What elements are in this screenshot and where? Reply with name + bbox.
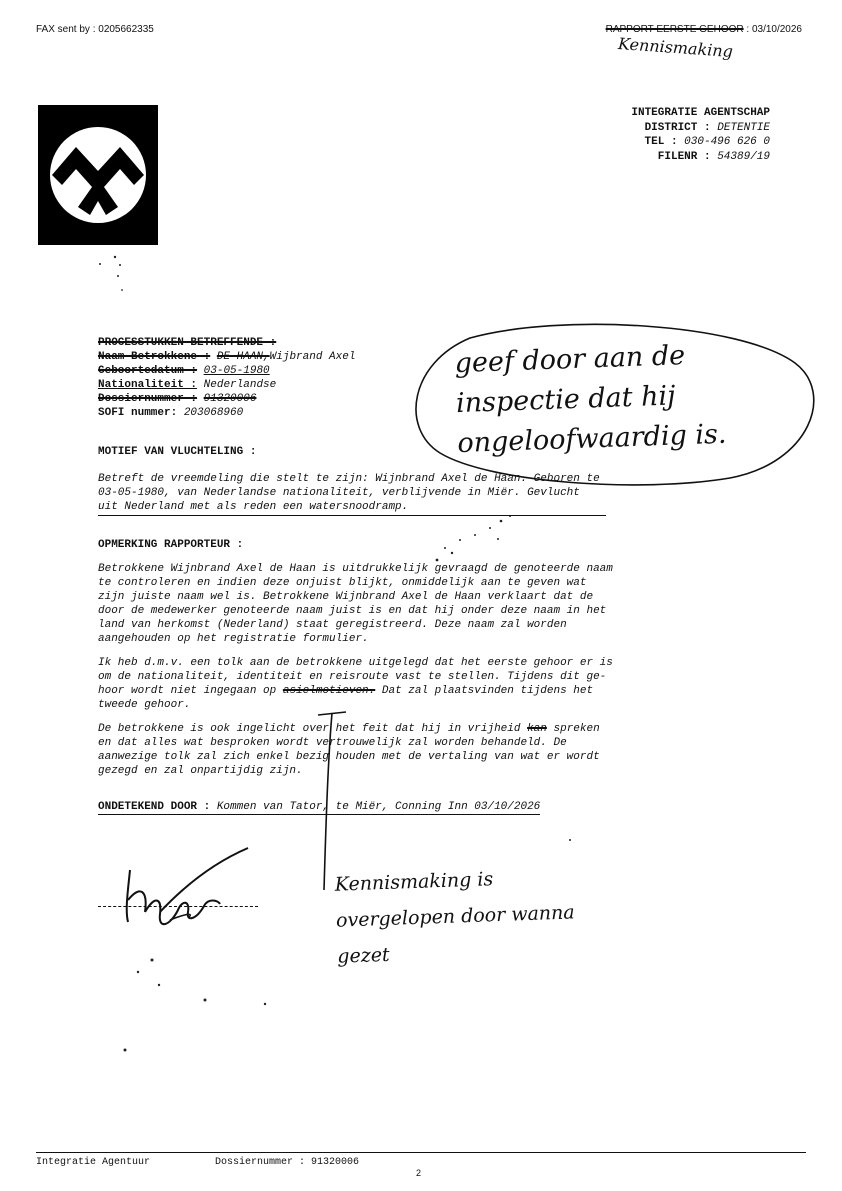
remarks-p1: Betrokkene Wijnbrand Axel de Haan is uitdrukkelijk gevraagd de genoteerde naam te controleren en indien deze onjuist blijkt, onmiddelijk aan te geven wat zijn juiste naam wel is. Betrokkene Wijnbrand Axel de Haan verklaart dat de door de medewerker genoteerde naam juist is en dat hij onder deze naam in het land van herkomst (Nederland) staat geregistreerd. Deze naam zal worden aangehouden op het registratie formulier. — [98, 563, 613, 645]
fax-header: FAX sent by : 0205662335 — [36, 24, 154, 35]
remarks-p3: De betrokkene is ook ingelicht over het feit dat hij in vrijheid kan spreken en dat alles wat besproken wordt vertrouwelijk zal worden behandeld. De aanwezige tolk zal zich enkel bezig houden met de vertaling van wat er wordt gezegd en zal onpartijdig zijn. — [98, 723, 600, 777]
field-sofi: SOFI nummer: 203068960 — [98, 407, 244, 419]
agency-file: FILENR : 54389/19 — [657, 150, 770, 163]
agency-tel: TEL : 030-496 626 0 — [644, 136, 770, 148]
handwritten-circled-note: geef door aan de inspectie dat hij ongeloofwaardig is. — [454, 340, 727, 460]
signed-by: ONDETEKEND DOOR : Kommen van Tator, te Miër, Conning Inn 03/10/2026 — [98, 801, 541, 813]
page-number: 2 — [416, 1168, 422, 1178]
remarks-p2: Ik heb d.m.v. een tolk aan de betrokkene uitgelegd dat het eerste gehoor er is om de nationaliteit, identiteit en reisroute vast te stellen. Tijdens dit ge-hoor wordt niet ingegaan op asielmotieven. Dat zal plaatsvinden tijdens het tweede gehoor. — [98, 657, 613, 711]
field-dob: Geboortedatum : 03-05-1980 — [98, 365, 270, 377]
motive-paragraph — [98, 472, 613, 516]
field-name: Naam Betrokkene : DE HAAN,Wijbrand Axel — [98, 351, 356, 363]
agency-district: DISTRICT : DETENTIE — [644, 121, 770, 134]
field-dossier: Dossiernummer : 91320006 — [98, 393, 257, 405]
footer-org: Integratie Agentuur — [36, 1157, 151, 1168]
report-title-struck: RAPPORT EERSTE GEHOOR — [605, 24, 744, 35]
signature-line — [98, 906, 258, 907]
remarks-heading: OPMERKING RAPPORTEUR : — [98, 539, 244, 551]
field-nationality: Nationaliteit : Nederlandse — [98, 379, 277, 391]
handwritten-report-correction: Kennismaking — [617, 34, 734, 61]
footer-dossier: Dossiernummer : 91320006 — [215, 1157, 360, 1168]
agency-name: INTEGRATIE AGENTSCHAP — [631, 107, 770, 119]
process-section — [98, 336, 355, 420]
handwritten-bottom-note: Kennismaking is overgelopen door wanna gezet — [334, 868, 575, 968]
motive-heading: MOTIEF VAN VLUCHTELING : — [98, 446, 257, 458]
motive-text: Betreft de vreemdeling die stelt te zijn: Wijnbrand Axel de Haan. Geboren te 03-05-1980, van Nederlandse nationaliteit, verblijvende in Miër. Gevlucht uit Nederland met als reden een watersnoodramp. — [98, 472, 606, 516]
footer-rule — [36, 1152, 806, 1153]
remarks-paragraph-1 — [98, 562, 613, 646]
process-heading: PROCESSTUKKEN BETREFFENDE : — [98, 337, 277, 349]
signature-icon — [100, 840, 270, 940]
report-date: : 03/10/2026 — [743, 24, 802, 35]
